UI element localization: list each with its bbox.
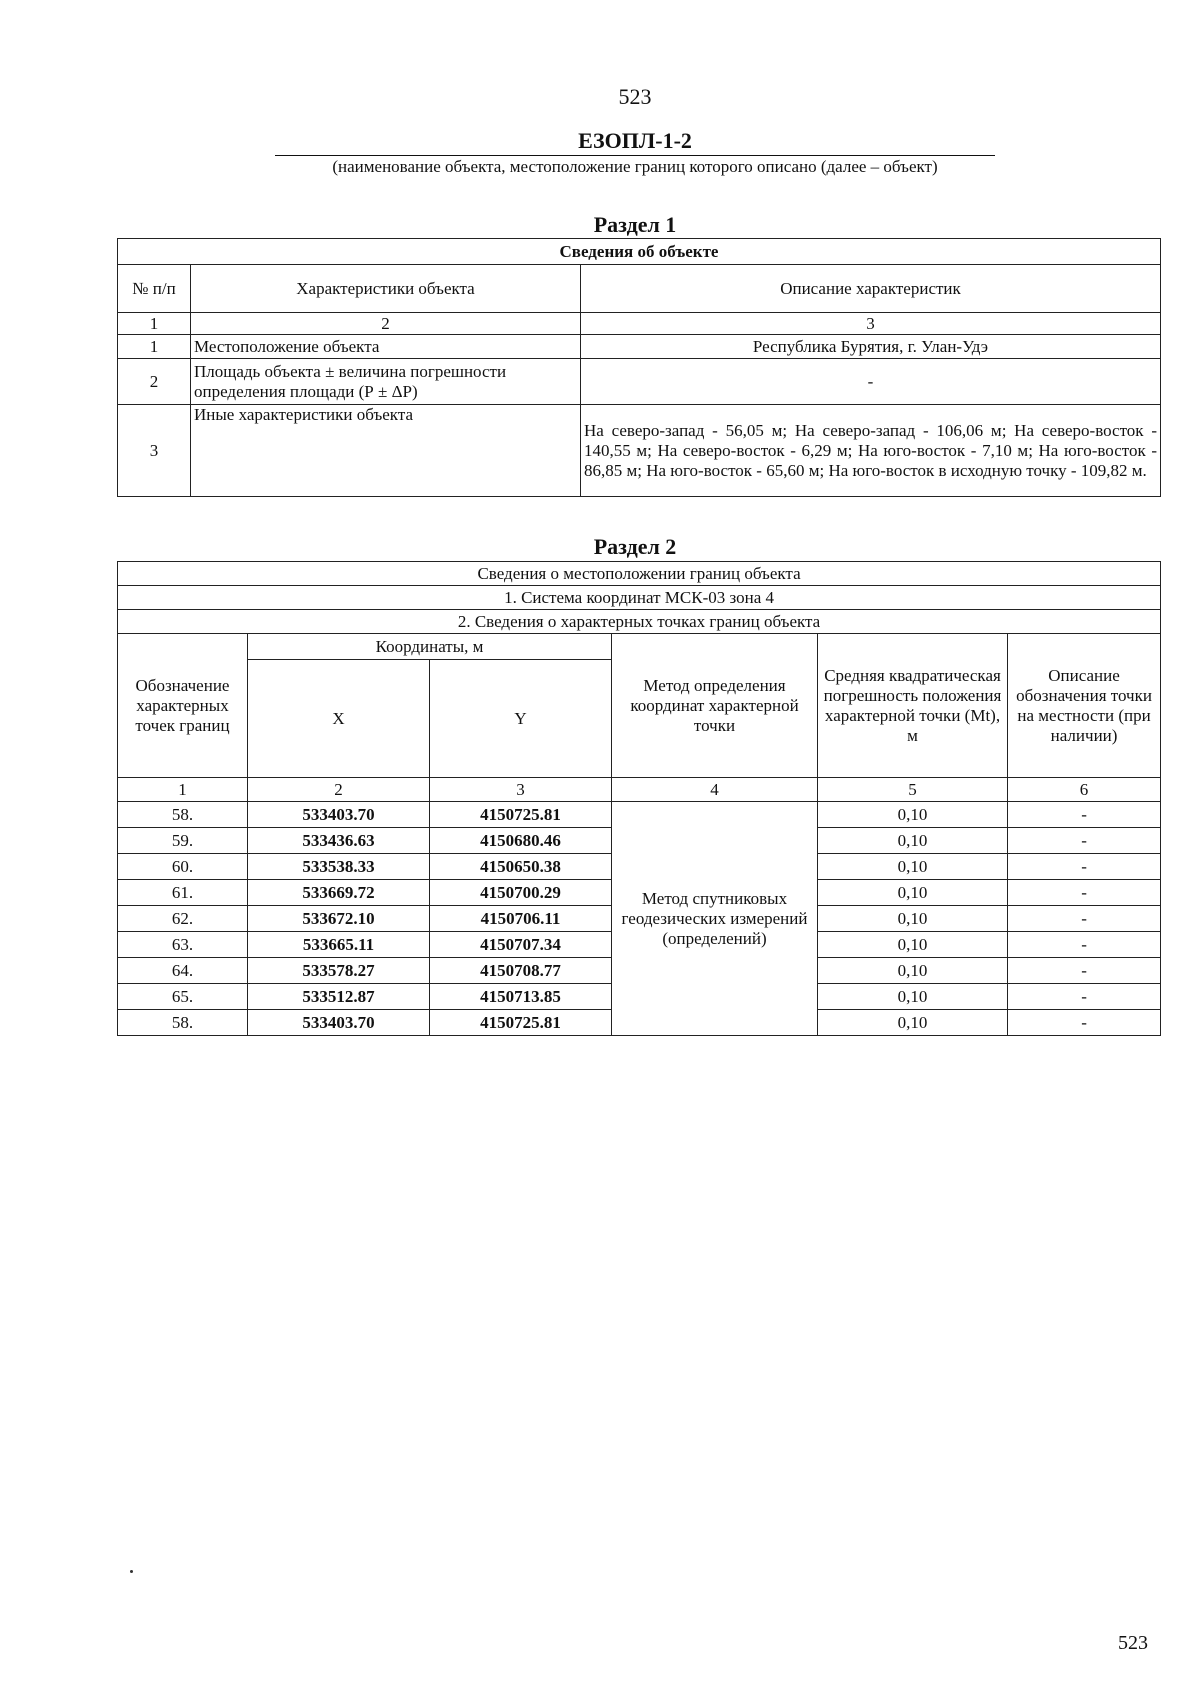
row-name: Площадь объекта ± величина погрешности определения площади (Р ± ΔР) bbox=[191, 359, 581, 405]
point-x: 533512.87 bbox=[248, 984, 430, 1010]
section2-title: Раздел 2 bbox=[593, 534, 677, 559]
point-y: 4150725.81 bbox=[430, 802, 612, 828]
col-number: 4 bbox=[612, 778, 818, 802]
point-x: 533538.33 bbox=[248, 854, 430, 880]
col-number: 1 bbox=[118, 313, 191, 335]
point-x: 533436.63 bbox=[248, 828, 430, 854]
table-row bbox=[118, 359, 1161, 405]
point-description: - bbox=[1008, 880, 1161, 906]
point-id: 62. bbox=[118, 906, 248, 932]
col-number: 3 bbox=[430, 778, 612, 802]
point-description: - bbox=[1008, 958, 1161, 984]
col-number: 1 bbox=[118, 778, 248, 802]
point-id: 63. bbox=[118, 932, 248, 958]
row-num: 1 bbox=[118, 335, 191, 359]
header-num: № п/п bbox=[118, 265, 191, 313]
row-desc: На северо-запад - 56,05 м; На северо-запад - 106,06 м; На северо-восток - 140,55 м; На северо-восток - 6,29 м; На юго-восток - 7,10 м; На юго-восток - 86,85 м; На юго-восток - 65,60 м; На юго-восток в исходную точку - 109,82 м. bbox=[581, 405, 1161, 497]
point-y: 4150707.34 bbox=[430, 932, 612, 958]
caption-points: 2. Сведения о характерных точках границ объекта bbox=[118, 610, 1161, 634]
caption-coordinate-system: 1. Система координат МСК-03 зона 4 bbox=[118, 586, 1161, 610]
table-row bbox=[118, 802, 1161, 828]
point-x: 533578.27 bbox=[248, 958, 430, 984]
point-y: 4150680.46 bbox=[430, 828, 612, 854]
page-number-bottom: 523 bbox=[1118, 1632, 1148, 1654]
point-id: 65. bbox=[118, 984, 248, 1010]
point-y: 4150725.81 bbox=[430, 1010, 612, 1036]
boundary-points-table bbox=[117, 561, 1161, 1036]
point-description: - bbox=[1008, 1010, 1161, 1036]
point-y: 4150706.11 bbox=[430, 906, 612, 932]
point-y: 4150650.38 bbox=[430, 854, 612, 880]
point-y: 4150708.77 bbox=[430, 958, 612, 984]
point-y: 4150713.85 bbox=[430, 984, 612, 1010]
header-method: Метод определения координат характерной точки bbox=[612, 634, 818, 778]
table-caption: Сведения об объекте bbox=[118, 239, 1161, 265]
header-y: Y bbox=[430, 660, 612, 778]
row-num: 2 bbox=[118, 359, 191, 405]
point-x: 533403.70 bbox=[248, 1010, 430, 1036]
document-subtitle: (наименование объекта, местоположение границ которого описано (далее – объект) bbox=[332, 157, 938, 176]
col-number: 5 bbox=[818, 778, 1008, 802]
header-point-description: Описание обозначения точки на местности (при наличии) bbox=[1008, 634, 1161, 778]
header-coords: Координаты, м bbox=[248, 634, 612, 660]
point-id: 64. bbox=[118, 958, 248, 984]
method-cell: Метод спутниковых геодезических измерений (определений) bbox=[612, 802, 818, 1036]
caption-location: Сведения о местоположении границ объекта bbox=[118, 562, 1161, 586]
document-title: ЕЗОПЛ-1-2 bbox=[275, 128, 995, 156]
point-description: - bbox=[1008, 906, 1161, 932]
point-error: 0,10 bbox=[818, 880, 1008, 906]
header-error: Средняя квадратическая погрешность положения характерной точки (Mt), м bbox=[818, 634, 1008, 778]
row-name: Местоположение объекта bbox=[191, 335, 581, 359]
object-info-table bbox=[117, 238, 1161, 497]
point-description: - bbox=[1008, 932, 1161, 958]
point-error: 0,10 bbox=[818, 802, 1008, 828]
point-description: - bbox=[1008, 828, 1161, 854]
point-x: 533672.10 bbox=[248, 906, 430, 932]
point-description: - bbox=[1008, 984, 1161, 1010]
header-characteristics: Характеристики объекта bbox=[191, 265, 581, 313]
row-num: 3 bbox=[118, 405, 191, 497]
row-desc: Республика Бурятия, г. Улан-Удэ bbox=[581, 335, 1161, 359]
point-error: 0,10 bbox=[818, 932, 1008, 958]
point-x: 533669.72 bbox=[248, 880, 430, 906]
point-id: 58. bbox=[118, 1010, 248, 1036]
col-number: 2 bbox=[248, 778, 430, 802]
point-description: - bbox=[1008, 854, 1161, 880]
col-number: 3 bbox=[581, 313, 1161, 335]
point-error: 0,10 bbox=[818, 854, 1008, 880]
point-error: 0,10 bbox=[818, 1010, 1008, 1036]
table-row bbox=[118, 405, 1161, 497]
point-x: 533665.11 bbox=[248, 932, 430, 958]
section1-title: Раздел 1 bbox=[593, 212, 677, 237]
scan-artifact-dot bbox=[130, 1570, 133, 1573]
point-id: 60. bbox=[118, 854, 248, 880]
point-x: 533403.70 bbox=[248, 802, 430, 828]
col-number: 6 bbox=[1008, 778, 1161, 802]
point-description: - bbox=[1008, 802, 1161, 828]
point-error: 0,10 bbox=[818, 958, 1008, 984]
row-desc: - bbox=[581, 359, 1161, 405]
header-point: Обозначение характерных точек границ bbox=[118, 634, 248, 778]
header-description: Описание характеристик bbox=[581, 265, 1161, 313]
point-error: 0,10 bbox=[818, 828, 1008, 854]
point-id: 59. bbox=[118, 828, 248, 854]
header-x: X bbox=[248, 660, 430, 778]
page-number-top: 523 bbox=[618, 84, 652, 109]
row-name: Иные характеристики объекта bbox=[191, 405, 581, 497]
point-error: 0,10 bbox=[818, 906, 1008, 932]
table-row bbox=[118, 335, 1161, 359]
col-number: 2 bbox=[191, 313, 581, 335]
point-id: 58. bbox=[118, 802, 248, 828]
point-id: 61. bbox=[118, 880, 248, 906]
point-y: 4150700.29 bbox=[430, 880, 612, 906]
point-error: 0,10 bbox=[818, 984, 1008, 1010]
